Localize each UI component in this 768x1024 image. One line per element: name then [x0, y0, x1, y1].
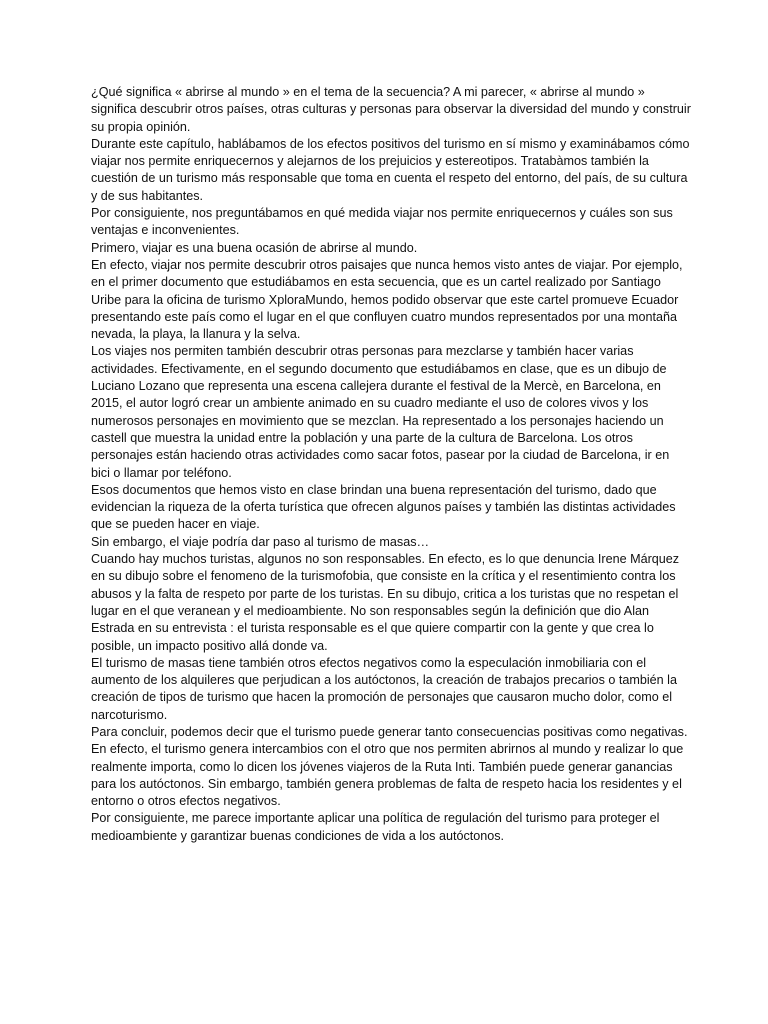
paragraph-irresponsible-tourists: Cuando hay muchos turistas, algunos no son responsables. En efecto, es lo que denuncia Irene Márquez en su dibujo sobre el fenomeno de la turismofobia, que consiste en la crítica y el resentimiento contra los abusos y la falta de respeto por parte de los turistas. En su dibujo, critica a los turistas que no respetan el lugar en el que veranean y el medioambiente. No son responsables según la definición que dio Alan Estrada en su entrevista : el turista responsable es el que quiere compartir con la gente y que crea lo posible, un impacto positivo allá donde va.	[91, 552, 680, 653]
paragraph-negative-effects: El turismo de masas tiene también otros efectos negativos como la especulación inmobiliaria con el aumento de los alquileres que perjudican a los autóctonos, la creación de trabajos precarios o también la creación de tipos de turismo que hacen la promoción de personajes que causaron mucho dolor, como el narcoturismo.	[91, 655, 677, 722]
paragraph-documents-summary: Esos documentos que hemos visto en clase brindan una buena representación del turismo, dado que evidencian la riqueza de la oferta turística que ofrecen algunos países y también las distintas actividades que se pueden hacer en viaje.	[91, 482, 676, 532]
paragraph-chapter-summary: Durante este capítulo, hablábamos de los efectos positivos del turismo en sí mismo y examinábamos cómo viajar nos permite enriquecernos y alejarnos de los prejuicios y estereotipos. Tratabàmos también la cuestión de un turismo más responsable que toma en cuenta el respeto del entorno, del país, de su cultura y de sus habitantes.	[91, 136, 690, 203]
paragraph-first-point: Primero, viajar es una buena ocasión de abrirse al mundo.	[91, 240, 418, 255]
paragraph-people-activities: Los viajes nos permiten también descubrir otras personas para mezclarse y también hacer varias actividades. Efectivamente, en el segundo documento que estudiábamos en clase, que es un dibujo de Luciano Lozano que representa una escena callejera durante el festival de la Mercè, en Barcelona, en 2015, el autor logró crear un ambiente animado en su cuadro mediante el uso de colores vivos y los numerosos personajes en movimiento que se mezclan. Ha representado a los personajes haciendo un castell que muestra la unidad entre la población y una parte de la cultura de Barcelona. Los otros personajes están haciendo otras actividades como sacar fotos, pasear por la ciudad de Barcelona, ir en bici o llamar por teléfono.	[91, 344, 670, 480]
paragraph-final-opinion: Por consiguiente, me parece importante aplicar una política de regulación del turismo para proteger el medioambiente y garantizar buenas condiciones de vida a los autóctonos.	[91, 811, 660, 843]
paragraph-problem-statement: Por consiguiente, nos preguntábamos en qué medida viajar nos permite enriquecernos y cuáles son sus ventajas e inconvenientes.	[91, 206, 673, 238]
paragraph-mass-tourism-transition: Sin embargo, el viaje podría dar paso al turismo de masas…	[91, 534, 430, 549]
paragraph-conclusion: Para concluir, podemos decir que el turismo puede generar tanto consecuencias positivas como negativas. En efecto, el turismo genera intercambios con el otro que nos permiten abrirnos al mundo y realizar lo que realmente importa, como lo dicen los jóvenes viajeros de la Ruta Inti. También puede generar ganancias para los autóctonos. Sin embargo, también genera problemas de falta de respeto hacia los residentes y el entorno o otros efectos negativos.	[91, 724, 688, 809]
document-body	[91, 84, 691, 845]
paragraph-landscapes: En efecto, viajar nos permite descubrir otros paisajes que nunca hemos visto antes de viajar. Por ejemplo, en el primer documento que estudiábamos en esta secuencia, que es un cartel realizado por Santiago Uribe para la oficina de turismo XploraMundo, hemos podido observar que este cartel promueve Ecuador presentando este país como el lugar en el que confluyen cuatro mundos representados por una montaña nevada, la playa, la llanura y la selva.	[91, 257, 683, 342]
paragraph-intro-question: ¿Qué significa « abrirse al mundo » en el tema de la secuencia? A mi parecer, « abrirse al mundo » significa descubrir otros países, otras culturas y personas para observar la diversidad del mundo y construir su propia opinión.	[91, 85, 691, 134]
